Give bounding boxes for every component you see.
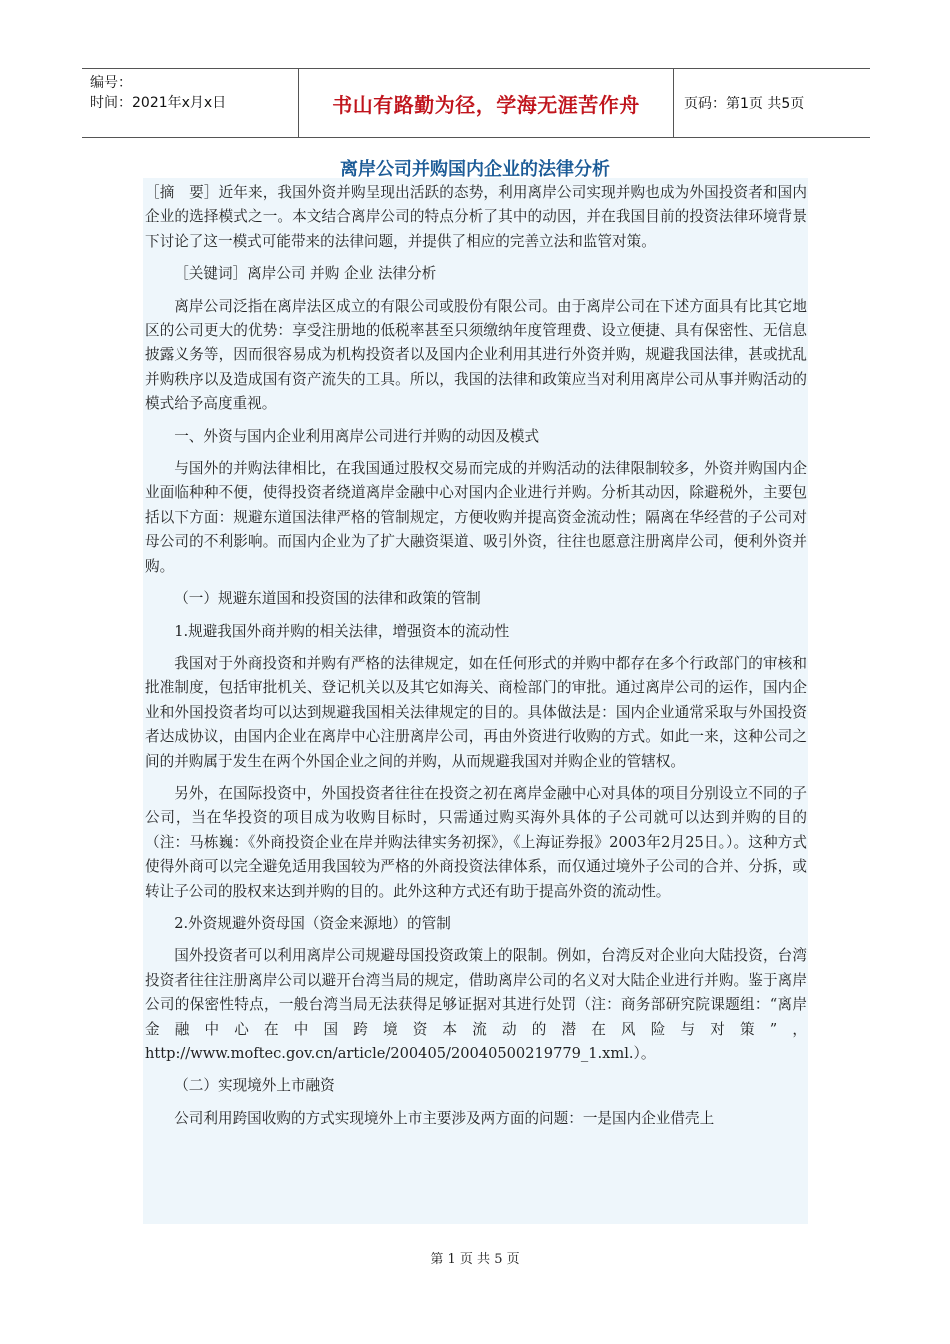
body-paragraph: 公司利用跨国收购的方式实现境外上市主要涉及两方面的问题：一是国内企业借壳上	[174, 1109, 715, 1127]
page-footer: 第 1 页 共 5 页	[430, 1252, 520, 1267]
page-info: 页码：第1页 共5页	[684, 96, 805, 112]
section-heading: 一、外资与国内企业利用离岸公司进行并购的动因及模式	[174, 427, 540, 445]
body-paragraph: 与国外的并购法律相比，在我国通过股权交易而完成的并购活动的法律限制较多，外资并购国内企业面临种种不便，使得投资者绕道离岸金融中心对国内企业进行并购。分析其动因，除避税外，主要包括以下方面：规避东道国法律严格的管制规定，方便收购并提高资金流动性；隔离在华经营的子公司对母公司的不利影响。而国内企业为了扩大融资渠道、吸引外资，往往也愿意注册离岸公司，便利外资并购。	[145, 460, 807, 575]
body-paragraph: 我国对于外商投资和并购有严格的法律规定，如在任何形式的并购中都存在多个行政部门的审核和批准制度，包括审批机关、登记机关以及其它如海关、商检部门的审批。通过离岸公司的运作，国内企业和外国投资者均可以达到规避我国相关法律规定的目的。具体做法是：国内企业通常采取与外国投资者达成协议，由国内企业在离岸中心注册离岸公司，再由外资进行收购的方式。如此一来，这种公司之间的并购属于发生在两个外国企业之间的并购，从而规避我国对并购企业的管辖权。	[145, 654, 807, 770]
document-title: 离岸公司并购国内企业的法律分析	[340, 159, 610, 180]
number-label: 编号：	[90, 75, 132, 91]
subsection-heading: 2.外资规避外资母国（资金来源地）的管制	[174, 914, 451, 932]
subsection-heading: 1.规避我国外商并购的相关法律，增强资本的流动性	[174, 622, 510, 640]
time-label: 时间：2021年x月x日	[90, 95, 227, 111]
document-header	[82, 68, 870, 138]
keywords-paragraph: ［关键词］离岸公司 并购 企业 法律分析	[174, 265, 437, 283]
document-body	[145, 181, 807, 1139]
subsection-heading: （二）实现境外上市融资	[174, 1077, 335, 1095]
header-meta-cell	[82, 69, 299, 137]
subsection-heading: （一）规避东道国和投资国的法律和政策的管制	[174, 590, 481, 608]
body-paragraph: 另外，在国际投资中，外国投资者往往在投资之初在离岸金融中心对具体的项目分别设立不同的子公司，当在华投资的项目成为收购目标时，只需通过购买海外具体的子公司就可以达到并购的目的（注：马栋巍：《外商投资企业在岸并购法律实务初探》，《上海证券报》2003年2月25日。）。这种方式使得外商可以完全避免适用我国较为严格的外商投资法律体系，而仅通过境外子公司的合并、分拆，或转让子公司的股权来达到并购的目的。此外这种方式还有助于提高外资的流动性。	[145, 784, 807, 900]
motto: 书山有路勤为径，学海无涯苦作舟	[299, 69, 674, 137]
body-paragraph: 国外投资者可以利用离岸公司规避母国投资政策上的限制。例如，台湾反对企业向大陆投资，台湾投资者往往注册离岸公司以避开台湾当局的规定，借助离岸公司的名义对大陆企业进行并购。鉴于离岸公司的保密性特点，一般台湾当局无法获得足够证据对其进行处罚（注：商务部研究院课题组：“离岸金融中心在中国跨境资本流动的潜在风险与对策”，http://www.moftec.gov.cn/article/200405/20040500219779_1.xml.）。	[145, 947, 807, 1062]
body-paragraph: 离岸公司泛指在离岸法区成立的有限公司或股份有限公司。由于离岸公司在下述方面具有比其它地区的公司更大的优势：享受注册地的低税率甚至只须缴纳年度管理费、设立便捷、具有保密性、无信息披露义务等，因而很容易成为机构投资者以及国内企业利用其进行外资并购，规避我国法律，甚或扰乱并购秩序以及造成国有资产流失的工具。所以，我国的法律和政策应当对利用离岸公司从事并购活动的模式给予高度重视。	[145, 297, 807, 413]
abstract-paragraph: ［摘 要］近年来，我国外资并购呈现出活跃的态势，利用离岸公司实现并购也成为外国投资者和国内企业的选择模式之一。本文结合离岸公司的特点分析了其中的动因，并在我国目前的投资法律环境背景下讨论了这一模式可能带来的法律问题，并提供了相应的完善立法和监管对策。	[145, 184, 807, 250]
